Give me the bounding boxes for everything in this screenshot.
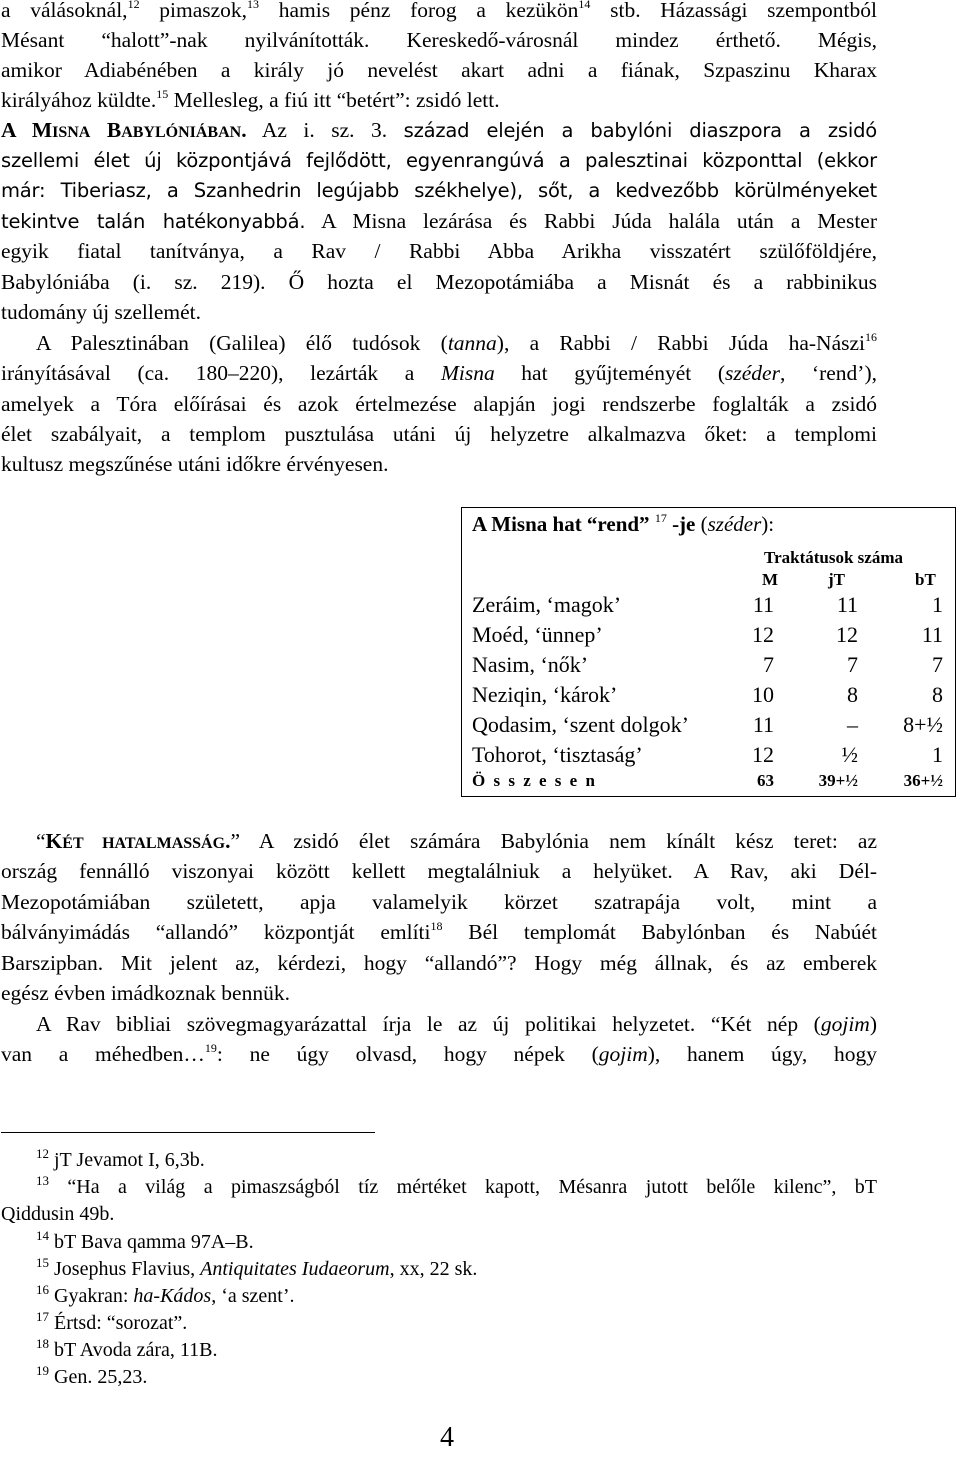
body-line [1,206,877,236]
text-run: széder [725,361,780,385]
footnote-ref: 12 [36,1146,49,1161]
text-run: van a méhedben… [1,1042,205,1066]
text-run: bálványimádás “allandó” központját említi [1,920,431,944]
row-name: Neziqin, ‘károk’ [472,682,618,707]
text-run: amelyek a Tóra előírásai és azok értelmezése alapján jogi rendszerbe foglalták a zsidó [1,392,877,416]
text-run: század elején a babylóni diaszpora a zsidó [403,119,877,142]
text-run: . [241,118,247,142]
row-jt: 11 [836,592,858,617]
body-line [36,1009,877,1039]
body-line [1,1039,877,1069]
text-run: kultusz megszűnése utáni időkre érvényesen. [1,452,389,476]
body-line [1,85,877,115]
page-number: 4 [440,1422,454,1453]
footnote-ref: 16 [36,1282,49,1297]
body-line [1,948,877,978]
text-run: Értsd: “sorozat”. [49,1312,188,1334]
text-run: egyik fiatal tanítványa, a Rav / Rabbi Abba Arikha visszatért szülőföldjére, [1,239,877,263]
body-line [1,175,877,205]
body-line [1,297,877,327]
text-run: Mezopotámiában született, apja valamelyik körzet szatrapája volt, mint a [1,890,877,914]
text-run: tudomány új szellemét. [1,300,202,324]
text-run: Babylóniába (i. sz. 219). Ő hozta el Mezopotámiába a Misnát és a rabbinikus [1,270,877,294]
text-run: királyához küldte. [1,88,157,112]
text-run: -je [666,512,696,536]
footnote-ref: 12 [127,0,140,11]
body-line [1,887,877,917]
text-run: “Ha a világ a pimaszságból tíz mértéket kapott, Mésanra jutott belőle kilenc”, bT [49,1176,877,1198]
text-run: élet szabályait, a templom pusztulása utáni új helyzetre alkalmazva őket: a templomi [1,422,877,446]
footnote-ref: 19 [204,1041,217,1055]
text-run: ISNA [52,124,91,141]
text-run: Bél templomát Babylónban és Nabúét [442,920,877,944]
text-run: Az i. sz. 3. [246,118,404,142]
footnote-separator [1,1132,375,1133]
footnote [36,1229,912,1255]
text-run: irányításával (ca. 180–220), lezárták a [1,361,441,385]
text-run: hat gyűjteményét ( [494,361,725,385]
body-line [1,449,877,479]
text-run: a válásoknál, [1,0,128,22]
text-run: ÉT HATALMASSÁG [62,835,226,852]
text-run: Josephus Flavius, [49,1258,201,1280]
text-run: jT Jevamot I, 6,3b. [49,1149,205,1171]
body-line [1,917,877,947]
footnote [36,1147,912,1173]
text-run: A Rav bibliai szövegmagyarázattal írja le az új politikai helyzetet. “Két nép ( [36,1012,821,1036]
table-group-header: Traktátusok száma [764,548,903,567]
body-line [1,856,877,886]
footnote-ref: 18 [430,919,443,933]
text-run: Gyakran: [49,1285,134,1307]
body-line [1,358,877,388]
text-run: Mésant “halott”-nak nyilvánították. Kereskedő-városnál mindez érthető. Mégis, [1,28,877,52]
text-run: pimaszok, [139,0,248,22]
text-run: széder [707,512,762,536]
text-run: amikor Adiabénében a király jó nevelést akart adni a fiának, Szpaszinu Kharax [1,58,877,82]
text-run: Barszipban. Mit jelent az, kérdezi, hogy “allandó”? Hogy még állnak, és az emberek [1,951,877,975]
text-run: Gen. 25,23. [49,1366,148,1388]
row-jt: 12 [836,622,858,647]
column-header-m: M [762,570,779,589]
text-run: K [45,829,63,853]
text-run: : ne úgy olvasd, hogy népek ( [216,1042,599,1066]
footnote-ref: 15 [36,1255,49,1270]
footnote-continuation [1,1201,877,1227]
body-line [1,55,877,85]
text-run: A Misna hat “rend” [472,512,655,536]
body-line [1,25,877,55]
text-run: ABYLÓNIÁBAN [121,124,242,141]
row-name: Qodasim, ‘szent dolgok’ [472,712,689,737]
row-bt: 8+½ [903,712,943,737]
body-line [1,145,877,175]
text-run: “ [36,829,46,853]
body-line [1,389,877,419]
footnote-ref: 14 [578,0,591,11]
text-run: ország fennálló viszonyai között kellett megtalálniuk a helyüket. A Rav, aki Dél- [1,859,877,883]
total-bt: 36+½ [903,771,943,790]
footnote-ref: 17 [36,1309,49,1324]
section-heading-line [36,826,877,856]
row-jt: 8 [847,682,858,707]
body-line [1,267,877,297]
footnote-ref: 19 [36,1363,49,1378]
text-run: stb. Házassági szempontból [590,0,878,22]
total-label: Ö s s z e s e n [472,771,597,790]
text-run: gojim [598,1042,648,1066]
row-m: 10 [752,682,774,707]
footnote-ref: 18 [36,1336,49,1351]
text-run: szellemi élet új központjává fejlődött, egyenrangúvá a palesztinai központtal (ekkor [1,149,877,172]
row-jt: 7 [847,652,858,677]
row-m: 12 [752,742,774,767]
text-run: bT Bava qamma 97A–B. [49,1231,254,1253]
text-run: ha-Kádos [133,1285,212,1307]
row-m: 12 [752,622,774,647]
row-bt: 8 [932,682,943,707]
footnote-ref: 13 [247,0,260,11]
row-name: Nasim, ‘nők’ [472,652,589,677]
row-name: Moéd, ‘ünnep’ [472,622,603,647]
text-run: ), hanem úgy, hogy [647,1042,877,1066]
column-header-jt: jT [828,570,845,589]
text-run: Mellesleg, a fiú itt “betért”: zsidó lett. [168,88,500,112]
body-line [1,978,877,1008]
row-name: Zeráim, ‘magok’ [472,592,622,617]
text-run: ): [761,512,775,536]
text-run: Qiddusin 49b. [1,1203,115,1225]
text-run: A Misna lezárása és Rabbi Júda halála után a Mester [305,209,877,233]
text-run: egész évben imádkoznak bennük. [1,981,290,1005]
row-jt: ½ [841,742,858,767]
row-m: 11 [752,712,774,737]
footnote-ref: 13 [36,1173,49,1188]
row-m: 11 [752,592,774,617]
footnote [36,1283,912,1309]
text-run: már: Tiberiasz, a Szanhedrin legújabb székhelye), sőt, a kedvezőbb körülményeket [1,179,877,202]
footnote-ref: 16 [865,330,877,344]
text-run: , ‘rend’), [779,361,877,385]
row-m: 7 [763,652,774,677]
total-jt: 39+½ [818,771,858,790]
body-line [1,0,877,25]
text-run: A M [1,118,53,142]
text-run: ), a Rabbi / Rabbi Júda ha-Nászi [496,331,865,355]
footnote-ref: 14 [36,1228,49,1243]
text-run: , ‘a szent’. [211,1285,295,1307]
footnote [36,1256,912,1282]
row-bt: 11 [921,622,943,647]
table-title [472,512,774,537]
footnote-ref: 17 [654,511,667,525]
text-run: ) [869,1012,877,1036]
section-heading-line [1,115,877,145]
text-run: . [225,829,231,853]
footnote [36,1310,912,1336]
text-run: A Palesztinában (Galilea) élő tudósok ( [36,331,448,355]
row-jt: – [847,712,858,737]
text-run: hamis pénz forog a kezükön [259,0,579,22]
body-line [1,419,877,449]
text-run: tekintve talán hatékonyabbá. [1,210,306,233]
body-line [1,236,877,266]
footnote [36,1364,912,1390]
text-run: Antiquitates Iudaeorum [200,1258,390,1280]
footnote [36,1337,912,1363]
row-bt: 7 [932,652,943,677]
body-line [36,328,877,358]
column-header-bt: bT [915,570,936,589]
footnote [36,1174,877,1200]
text-run: ” A zsidó élet számára Babylónia nem kínált kész teret: az [230,829,877,853]
row-bt: 1 [932,742,943,767]
total-m: 63 [757,771,774,790]
text-run: B [90,118,122,142]
footnote-ref: 15 [156,87,169,101]
text-run: , xx, 22 sk. [389,1258,478,1280]
text-run: tanna [447,331,497,355]
text-run: Misna [440,361,495,385]
text-run: bT Avoda zára, 11B. [49,1339,218,1361]
text-run: ( [695,512,708,536]
row-bt: 1 [932,592,943,617]
text-run: gojim [820,1012,870,1036]
row-name: Tohorot, ‘tisztaság’ [472,742,643,767]
